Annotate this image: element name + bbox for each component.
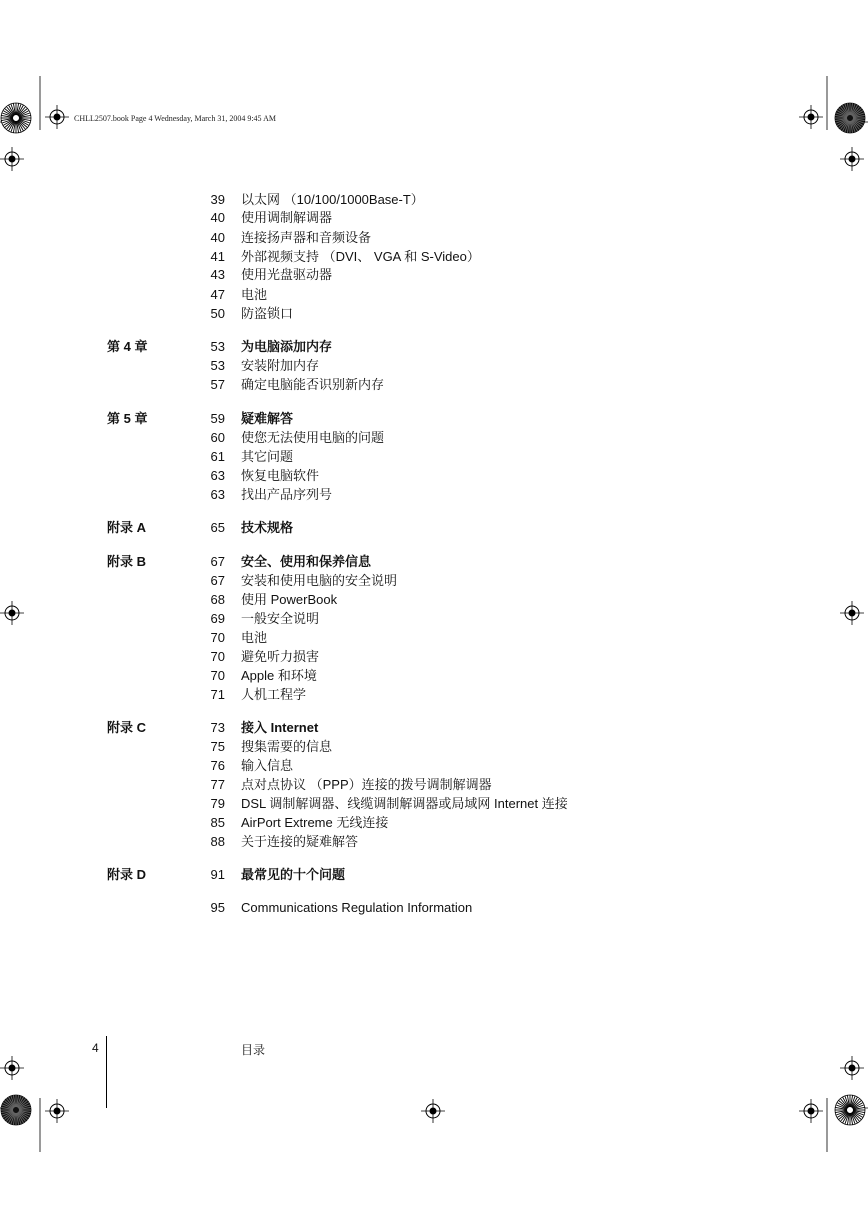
toc-page-number: 75 [210,739,225,754]
toc-page-number: 70 [210,630,225,645]
toc-page-number: 65 [210,520,225,535]
toc-page-number: 47 [210,287,225,302]
toc-page-number: 57 [210,377,225,392]
toc-page-number: 43 [210,267,225,282]
toc-title: 外部视频支持 （DVI、 VGA 和 S-Video） [241,249,480,264]
crosshair-mark [840,1056,864,1080]
crosshair-mark [421,1099,445,1123]
toc-title: 电池 [241,287,268,302]
toc-title: 为电脑添加内存 [241,339,333,354]
crosshair-mark [45,105,69,129]
toc-title: 安装附加内存 [241,358,320,373]
toc-page-number: 67 [210,573,225,588]
toc-title: 避免听力损害 [241,649,320,664]
toc-page-number: 59 [210,411,225,426]
crosshair-mark [840,601,864,625]
toc-page-number: 70 [210,649,225,664]
toc-title: 其它问题 [241,449,294,464]
toc-page-number: 67 [210,554,225,569]
toc-title: 点对点协议 （PPP）连接的拨号调制解调器 [241,777,492,792]
toc-page-number: 40 [210,210,225,225]
crosshair-mark [0,147,24,171]
toc-title: 安装和使用电脑的安全说明 [241,573,398,588]
toc-title: 防盗锁口 [241,306,294,321]
toc-page-number: 69 [210,611,225,626]
starburst-mark-top-left [1,103,31,133]
chapter-label: 第 4 章 [107,339,148,354]
chapter-label: 第 5 章 [107,411,148,426]
toc-page-number: 53 [210,339,225,354]
toc-title: 输入信息 [241,758,294,773]
toc-page-number: 85 [210,815,225,830]
toc-page-number: 71 [210,687,225,702]
toc-page-number: 91 [210,867,225,882]
toc-page-number: 68 [210,592,225,607]
toc-title: 使用调制解调器 [241,210,333,225]
crosshair-mark [840,147,864,171]
toc-page-number: 50 [210,306,225,321]
starburst-mark-top-right [835,103,865,133]
toc-title: 电池 [241,630,268,645]
toc-page-number: 77 [210,777,225,792]
toc-title: 连接扬声器和音频设备 [241,230,372,245]
crosshair-mark [799,1099,823,1123]
crosshair-mark [0,601,24,625]
chapter-label: 附录 C [107,720,147,735]
toc-title: 使用光盘驱动器 [241,267,333,282]
toc-title: 找出产品序列号 [241,487,333,502]
toc-page-number: 41 [210,249,225,264]
crosshair-mark [0,1056,24,1080]
toc-title: 疑难解答 [241,411,294,426]
toc-title: Communications Regulation Information [241,900,473,915]
toc-page-number: 70 [210,668,225,683]
crosshair-mark [799,105,823,129]
toc-title: 技术规格 [241,520,294,535]
crosshair-mark [45,1099,69,1123]
toc-title: Apple 和环境 [241,668,317,683]
footer-section-title: 目录 [241,1043,266,1057]
toc-title: DSL 调制解调器、线缆调制解调器或局域网 Internet 连接 [241,796,568,811]
toc-title: 搜集需要的信息 [241,739,333,754]
toc-title: 使用 PowerBook [241,592,338,607]
toc-page-number: 39 [210,192,225,207]
toc-title: 安全、使用和保养信息 [241,554,372,569]
toc-title: 一般安全说明 [241,611,320,626]
toc-title: 人机工程学 [241,687,307,702]
toc-page-number: 79 [210,796,225,811]
toc-page-number: 63 [210,468,225,483]
toc-page-number: 53 [210,358,225,373]
toc-title: 恢复电脑软件 [241,468,320,483]
toc-title: 以太网 （10/100/1000Base-T） [241,192,424,207]
toc-page-number: 76 [210,758,225,773]
toc-title: AirPort Extreme 无线连接 [241,815,389,830]
toc-page-number: 95 [210,900,225,915]
chapter-label: 附录 B [107,554,147,569]
toc-page-number: 60 [210,430,225,445]
page-number: 4 [92,1041,99,1055]
chapter-label: 附录 A [107,520,147,535]
toc-title: 关于连接的疑难解答 [241,834,359,849]
toc-page-number: 40 [210,230,225,245]
toc-page-number: 88 [210,834,225,849]
toc-page-number: 73 [210,720,225,735]
toc-page-number: 63 [210,487,225,502]
toc-page-number: 61 [210,449,225,464]
toc-title: 使您无法使用电脑的问题 [241,430,385,445]
toc-title: 最常见的十个问题 [241,867,346,882]
toc-title: 确定电脑能否识别新内存 [241,377,385,392]
print-slug: CHLL2507.book Page 4 Wednesday, March 31, 2004 9:45 AM [74,114,276,123]
toc-title: 接入 Internet [241,720,319,735]
chapter-label: 附录 D [107,867,147,882]
starburst-mark-bottom-left [1,1095,31,1125]
starburst-mark-bottom-right [835,1095,865,1125]
